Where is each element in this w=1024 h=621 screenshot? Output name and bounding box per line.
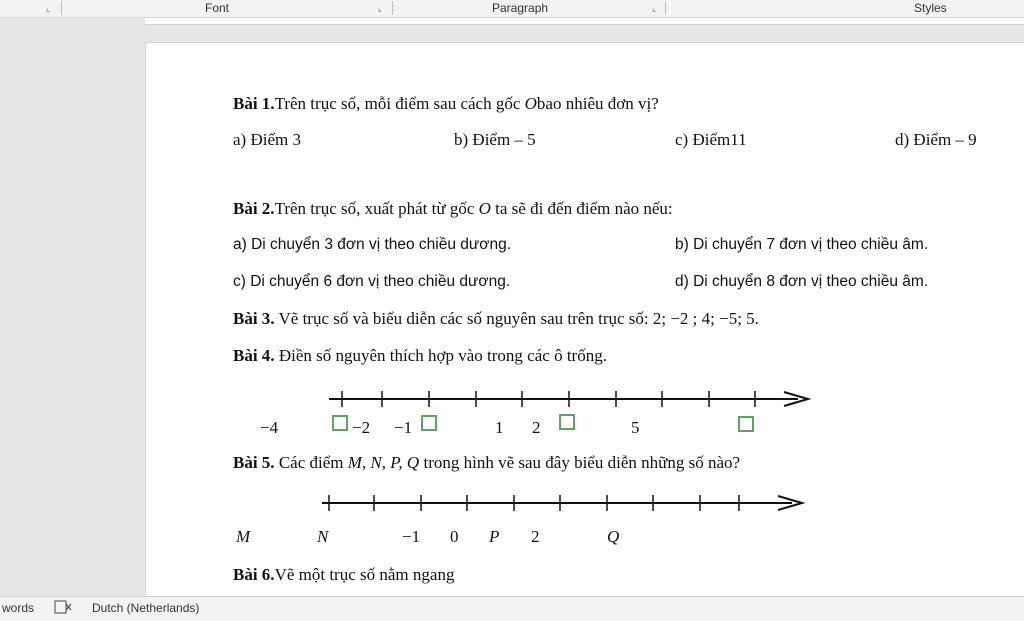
word-count[interactable]: words <box>2 601 35 615</box>
ribbon-separator <box>392 1 393 15</box>
bai2-item-a: a) Di chuyển 3 đơn vị theo chiều dương. <box>233 236 512 253</box>
document-page[interactable] <box>145 42 1024 596</box>
bai5-label: M <box>236 527 251 546</box>
bai4-heading: Bài 4. Điền số nguyên thích hợp vào trong các ô trống. <box>233 346 607 365</box>
bai3-heading: Bài 3. Vẽ trục số và biểu diễn các số nguyên sau trên trục số: 2; −2 ; 4; −5; 5. <box>233 309 759 328</box>
bai1-heading: Bài 1.Trên trục số, mỗi điểm sau cách gốc Obao nhiêu đơn vị? <box>233 94 659 113</box>
ribbon-separator <box>665 1 666 15</box>
dialog-launcher-icon[interactable]: ⌞ <box>46 3 51 13</box>
paragraph-group-label: Paragraph <box>492 1 549 15</box>
bai2-heading: Bài 2.Trên trục số, xuất phát từ gốc O ta sẽ đi đến điểm nào nếu: <box>233 199 673 218</box>
bai5-label: 2 <box>531 527 540 546</box>
bai1-option-c: c) Điểm11 <box>675 130 747 149</box>
bai4-label: −1 <box>394 418 413 437</box>
bai4-label: 2 <box>532 418 541 437</box>
ribbon-group-labels <box>0 0 1024 18</box>
bai5-label: −1 <box>402 527 421 546</box>
bai5-label: Q <box>607 527 620 546</box>
previous-page-bottom <box>145 18 1024 25</box>
styles-group-label: Styles <box>914 1 947 15</box>
bai4-label: −2 <box>352 418 371 437</box>
bai5-label: N <box>317 527 329 546</box>
proofing-icon[interactable] <box>54 600 72 617</box>
bai2-item-b: b) Di chuyển 7 đơn vị theo chiều âm. <box>675 236 929 253</box>
bai5-number-line <box>146 43 1024 596</box>
bai2-item-d: d) Di chuyển 8 đơn vị theo chiều âm. <box>675 273 929 290</box>
bai2-item-c: c) Di chuyển 6 đơn vị theo chiều dương. <box>233 273 511 290</box>
font-group-label: Font <box>205 1 230 15</box>
bai5-label: 0 <box>450 527 459 546</box>
bai1-option-d: d) Điểm – 9 <box>895 130 977 149</box>
ribbon-separator <box>61 1 62 15</box>
bai5-heading: Bài 5. Các điểm M, N, P, Q trong hình vẽ sau đây biểu diễn những số nào? <box>233 453 741 472</box>
bai4-label: 5 <box>631 418 640 437</box>
language-indicator[interactable]: Dutch (Netherlands) <box>92 601 200 615</box>
bai4-label: −4 <box>260 418 279 437</box>
bai1-option-a: a) Điểm 3 <box>233 130 301 149</box>
bai1-option-b: b) Điểm – 5 <box>454 130 536 149</box>
font-dialog-launcher-icon[interactable]: ⌞ <box>378 3 383 13</box>
status-bar <box>0 596 1024 621</box>
bai5-label: P <box>489 527 500 546</box>
bai6-heading: Bài 6.Vẽ một trục số nằm ngang <box>233 565 455 584</box>
paragraph-dialog-launcher-icon[interactable]: ⌞ <box>652 3 657 13</box>
bai4-label: 1 <box>495 418 504 437</box>
